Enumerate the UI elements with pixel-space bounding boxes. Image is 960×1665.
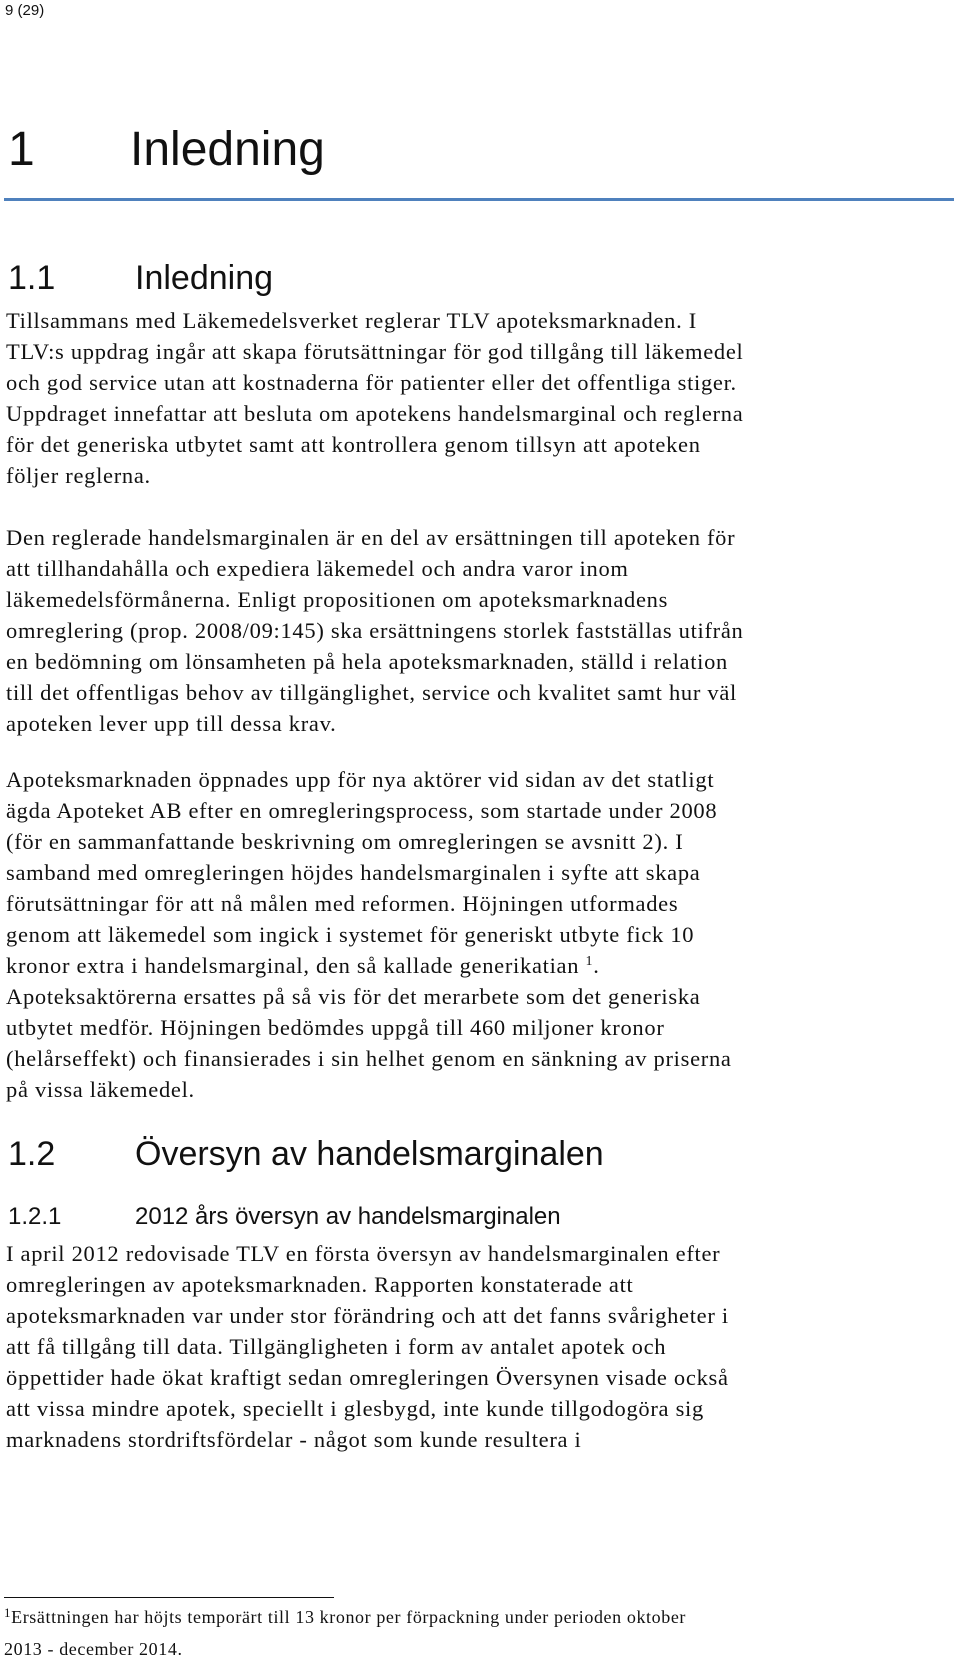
subsection-heading-1-2-1 — [8, 1202, 561, 1232]
section-heading-1-1 — [8, 258, 273, 298]
text-line: genom att läkemedel som ingick i systemet för generiskt utbyte fick 10 — [6, 922, 695, 947]
text-line: samband med omregleringen höjdes handelsmarginalen i syfte att skapa — [6, 860, 701, 885]
footnote-line: 2013 - december 2014. — [4, 1639, 183, 1659]
text-line: att vissa mindre apotek, speciellt i glesbygd, inte kunde tillgodogöra sig — [6, 1396, 704, 1421]
text-line: Apoteksmarknaden öppnades upp för nya aktörer vid sidan av det statligt — [6, 767, 715, 792]
text-line: till det offentligas behov av tillgänglighet, service och kvalitet samt hur väl — [6, 680, 737, 705]
text-line: att få tillgång till data. Tillgängligheten i form av antalet apotek och — [6, 1334, 667, 1359]
section-title: Inledning — [135, 259, 274, 297]
text-line: apoteksmarknaden var under stor förändring och att det fanns svårigheter i — [6, 1303, 729, 1328]
chapter-heading-rule — [4, 198, 954, 201]
text-line: ägda Apoteket AB efter en omregleringsprocess, som startade under 2008 — [6, 798, 718, 823]
paragraph-2 — [6, 522, 956, 739]
text-line: utbytet medför. Höjningen bedömdes uppgå till 460 miljoner kronor — [6, 1015, 665, 1040]
text-line: (helårseffekt) och finansierades i sin helhet genom en sänkning av priserna — [6, 1046, 732, 1071]
paragraph-3 — [6, 764, 956, 1105]
chapter-heading — [8, 122, 325, 178]
text-line: för det generiska utbytet samt att kontrollera genom tillsyn att apoteken — [6, 432, 701, 457]
subsection-title: 2012 års översyn av handelsmarginalen — [135, 1203, 561, 1230]
text-line: marknadens stordriftsfördelar - något som kunde resultera i — [6, 1427, 582, 1452]
subsection-number: 1.2.1 — [8, 1203, 62, 1230]
footnote-text: Ersättningen har höjts temporärt till 13 kronor per förpackning under perioden oktober — [11, 1607, 687, 1627]
text-line: läkemedelsförmånerna. Enligt propositionen om apoteksmarknadens — [6, 587, 669, 612]
text-line: öppettider hade ökat kraftigt sedan omregleringen Översynen visade också — [6, 1365, 729, 1390]
text-line: omreglering (prop. 2008/09:145) ska ersättningens storlek fastställas utifrån — [6, 618, 744, 643]
text-line: Tillsammans med Läkemedelsverket reglerar TLV apoteksmarknaden. I — [6, 308, 697, 333]
text-line: TLV:s uppdrag ingår att skapa förutsättningar för god tillgång till läkemedel — [6, 339, 744, 364]
footnote-mark: 1 — [4, 1605, 12, 1620]
text-line: Apoteksaktörerna ersattes på så vis för det merarbete som det generiska — [6, 984, 701, 1009]
chapter-title: Inledning — [130, 123, 325, 176]
section-number: 1.1 — [8, 259, 56, 297]
chapter-number: 1 — [8, 123, 35, 176]
footnote — [4, 1601, 954, 1665]
text-line: Uppdraget innefattar att besluta om apotekens handelsmarginal och reglerna — [6, 401, 744, 426]
footnote-line — [4, 1601, 954, 1633]
paragraph-1 — [6, 305, 956, 491]
footnote-reference[interactable]: 1 — [585, 954, 594, 969]
text-line-with-footnote — [6, 950, 956, 981]
text-line: på vissa läkemedel. — [6, 1077, 195, 1102]
section-number: 1.2 — [8, 1135, 56, 1173]
text-line: och god service utan att kostnaderna för patienter eller det offentliga stiger. — [6, 370, 737, 395]
text-line: apoteken lever upp till dessa krav. — [6, 711, 337, 736]
text-line: följer reglerna. — [6, 463, 151, 488]
text-line: I april 2012 redovisade TLV en första översyn av handelsmarginalen efter — [6, 1241, 721, 1266]
text-line: förutsättningar för att nå målen med reformen. Höjningen utformades — [6, 891, 679, 916]
footnote-separator — [4, 1597, 334, 1598]
text-line: att tillhandahålla och expediera läkemedel och andra varor inom — [6, 556, 629, 581]
paragraph-4 — [6, 1238, 956, 1455]
text-line: Den reglerade handelsmarginalen är en del av ersättningen till apoteken för — [6, 525, 736, 550]
text-line: omregleringen av apoteksmarknaden. Rapporten konstaterade att — [6, 1272, 634, 1297]
text-segment: . — [593, 953, 600, 978]
section-title: Översyn av handelsmarginalen — [135, 1135, 604, 1173]
section-heading-1-2 — [8, 1134, 604, 1174]
text-segment: kronor extra i handelsmarginal, den så kallade generikatian — [6, 953, 580, 978]
page-number: 9 (29) — [5, 2, 45, 19]
text-line: en bedömning om lönsamheten på hela apoteksmarknaden, ställd i relation — [6, 649, 729, 674]
text-line: (för en sammanfattande beskrivning om omregleringen se avsnitt 2). I — [6, 829, 684, 854]
